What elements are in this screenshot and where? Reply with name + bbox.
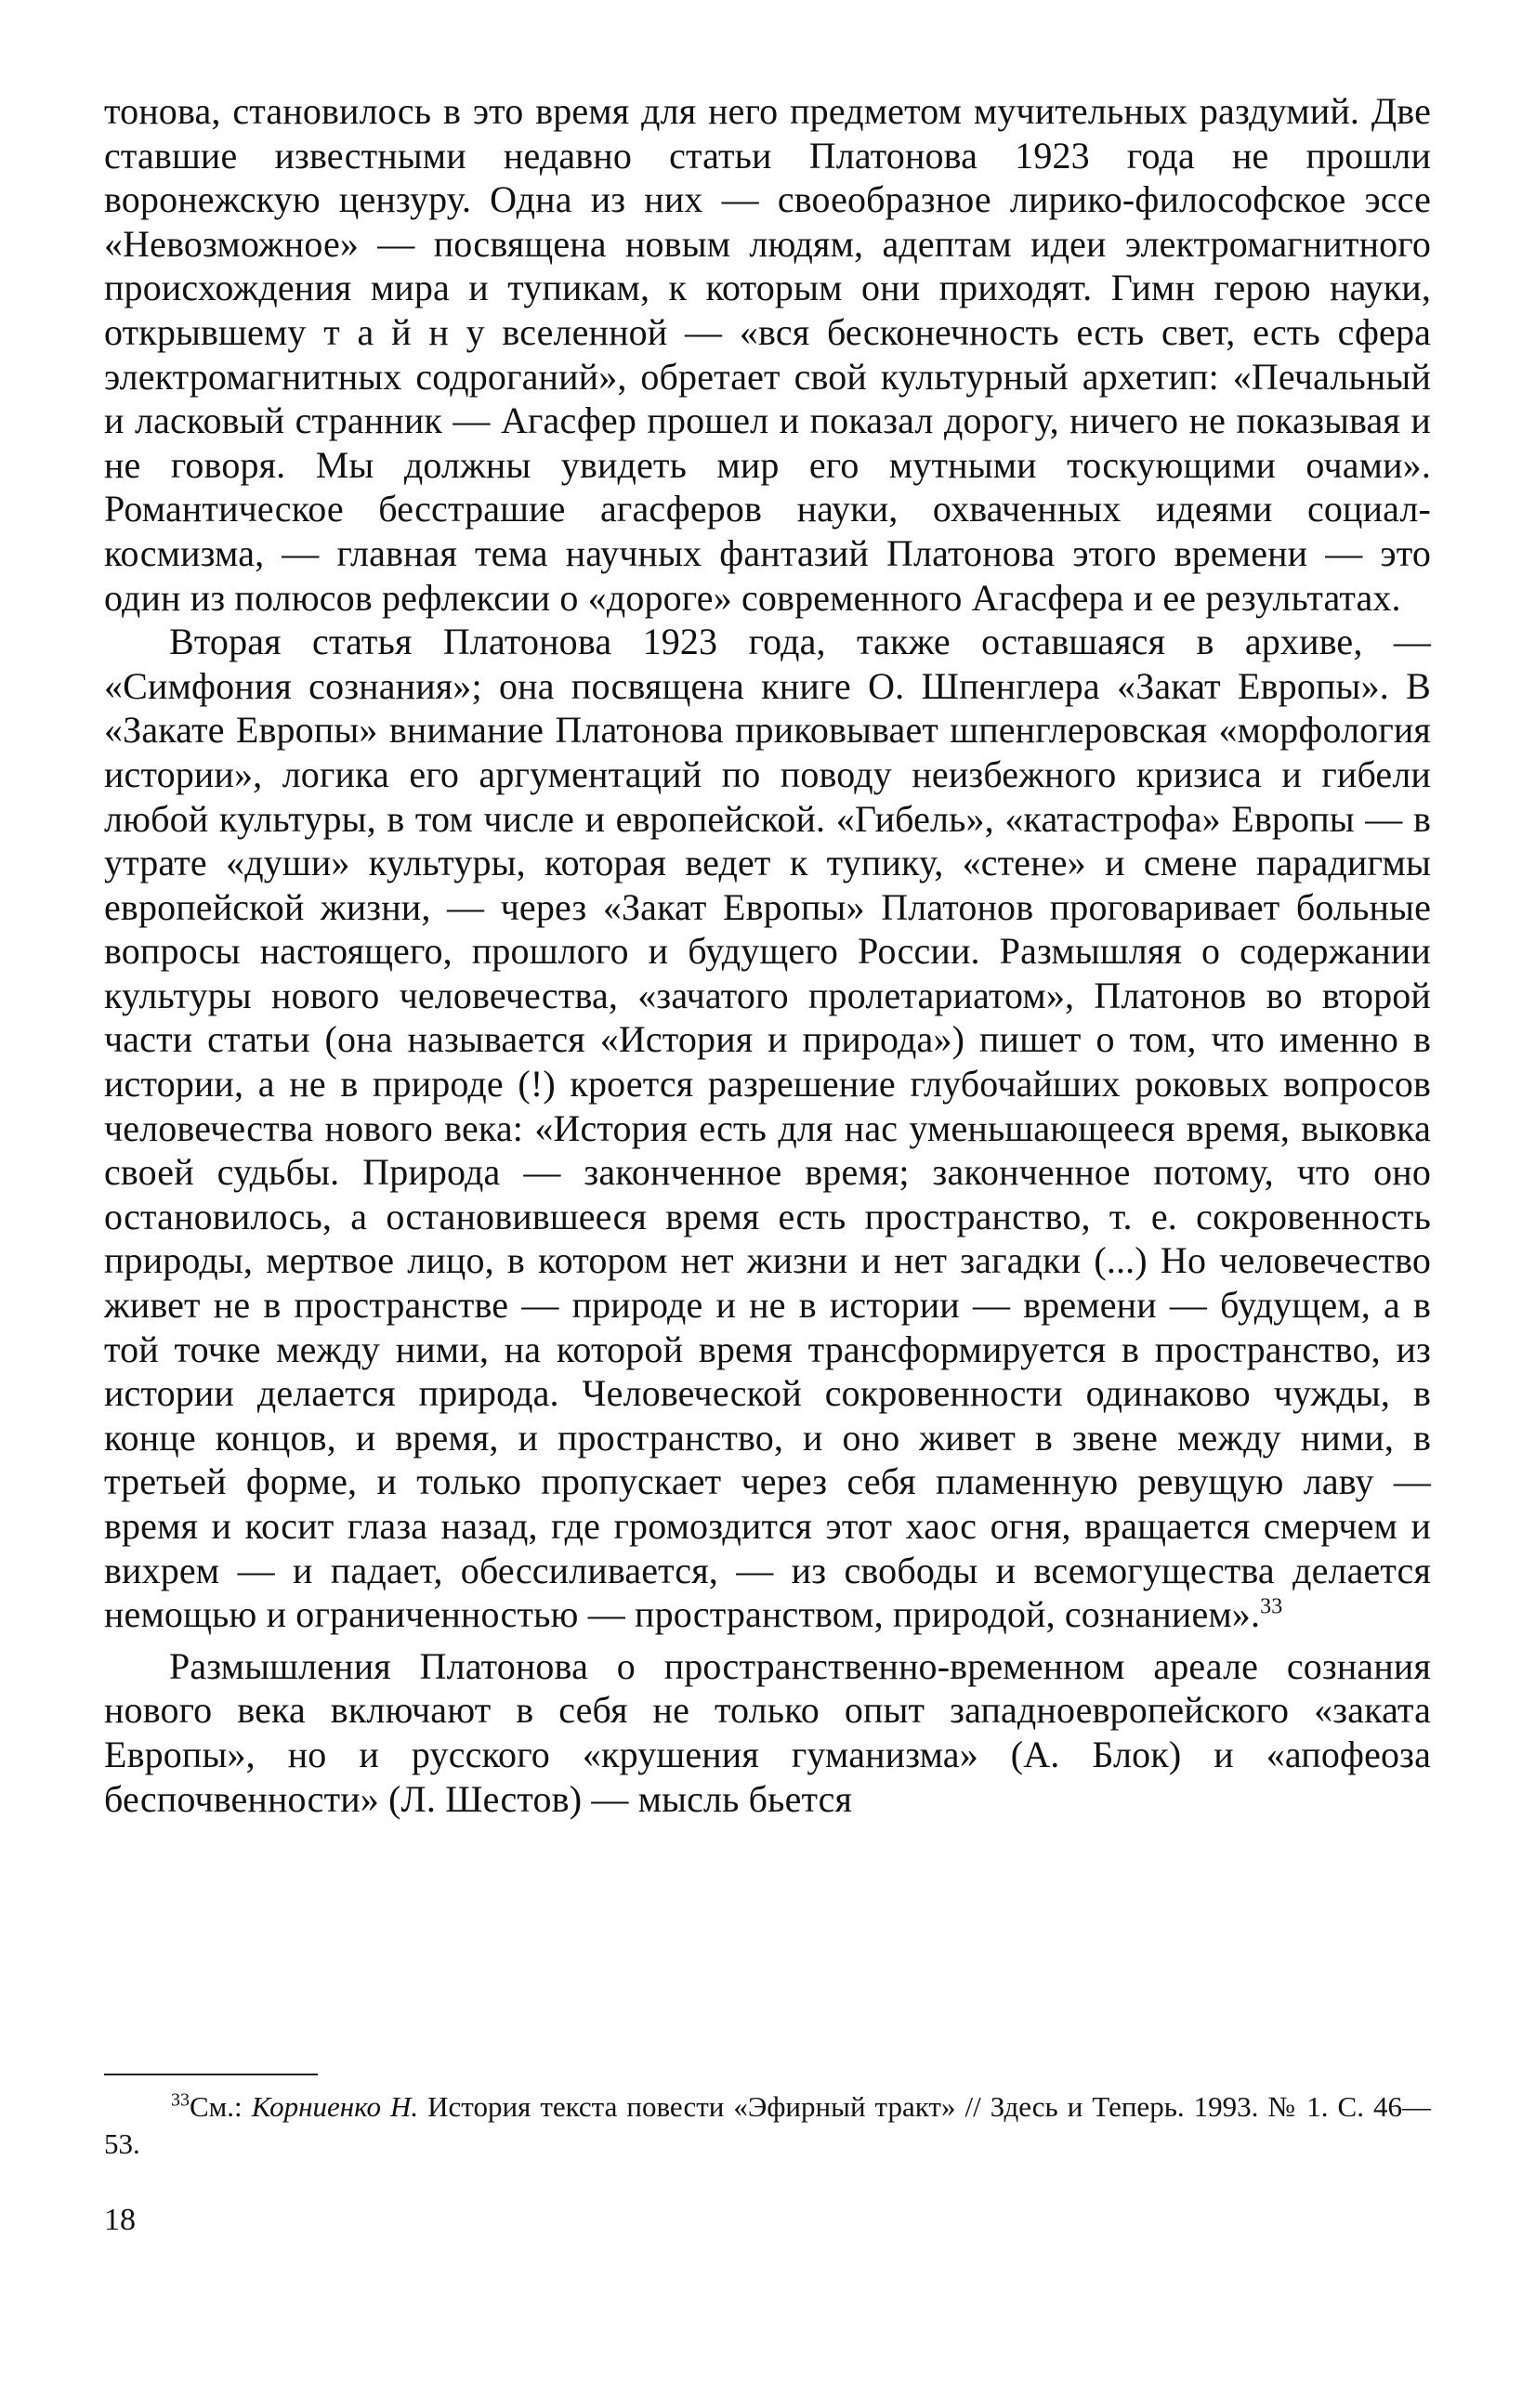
footnote-reference[interactable]: 33 [1260, 1594, 1283, 1619]
footnote-divider [104, 2074, 318, 2075]
footnote-prefix: См.: [190, 2090, 243, 2123]
footnote-number: 33 [171, 2089, 190, 2111]
page-number: 18 [104, 2203, 136, 2237]
page-body [104, 89, 1431, 1821]
paragraph-2 [104, 620, 1431, 1637]
footnote-author: Корниенко Н. [251, 2090, 419, 2123]
footnote [104, 2088, 1431, 2163]
paragraph-1: тонова, становилось в это время для него предметом мучительных раздумий. Две ставшие известными недавно статьи Платонова 1923 года не прошли воронежскую цензуру. Одна из них — своеобразное лирико-философское эссе «Невозможное» — посвящена новым людям, адептам идеи электромагнитного происхождения мира и тупикам, к которым они приходят. Гимн герою науки, открывшему т а й н у вселенной — «вся бесконечность есть свет, есть сфера электромагнитных содроганий», обретает свой культурный архетип: «Печальный и ласковый странник — Агасфер прошел и показал дорогу, ничего не показывая и не говоря. Мы должны увидеть мир его мутными тоскующими очами». Романтическое бесстрашие агасферов науки, охваченных идеями социал-космизма, — главная тема научных фантазий Платонова этого времени — это один из полюсов рефлексии о «дороге» современного Агасфера и ее результатах. [104, 90, 1431, 619]
paragraph-3: Размышления Платонова о пространственно-временном ареале сознания нового века включают в себя не только опыт западноевропейского «заката Европы», но и русского «крушения гуманизма» (А. Блок) и «апофеоза беспочвенности» (Л. Шестов) — мысль бьется [104, 1644, 1431, 1820]
footnote-text: История текста повести «Эфирный тракт» // Здесь и Теперь. 1993. № 1. С. 46—53. [104, 2090, 1432, 2160]
paragraph-2-text: Вторая статья Платонова 1923 года, также оставшаяся в архиве, — «Симфония сознания»; она посвящена книге О. Шпенглера «Закат Европы». В «Закате Европы» внимание Платонова приковывает шпенглеровская «морфология истории», логика его аргументаций по поводу неизбежного кризиса и гибели любой культуры, в том числе и европейской. «Гибель», «катастрофа» Европы — в утрате «души» культуры, которая ведет к тупику, «стене» и смене парадигмы европейской жизни, — через «Закат Европы» Платонов проговаривает больные вопросы настоящего, прошлого и будущего России. Размышляя о содержании культуры нового человечества, «зачатого пролетариатом», Платонов во второй части статьи (она называется «История и природа») пишет о том, что именно в истории, а не в природе (!) кроется разрешение глубочайших роковых вопросов человечества нового века: «История есть для нас уменьшающееся время, выковка своей судьбы. Природа — законченное время; законченное потому, что оно остановилось, а остановившееся время есть пространство, т. е. сокровенность природы, мертвое лицо, в котором нет жизни и нет загадки (...) Но человечество живет не в пространстве — природе и не в истории — времени — будущем, а в той точке между ними, на которой время трансформируется в пространство, из истории делается природа. Человеческой сокровенности одинаково чужды, в конце концов, и время, и пространство, и оно живет в звене между ними, в третьей форме, и только пропускает через себя пламенную ревущую лаву — время и косит глаза назад, где громоздится этот хаос огня, вращается смерчем и вихрем — и падает, обессиливается, — из свободы и всемогущества делается немощью и ограниченностью — пространством, природой, сознанием». [104, 621, 1431, 1636]
